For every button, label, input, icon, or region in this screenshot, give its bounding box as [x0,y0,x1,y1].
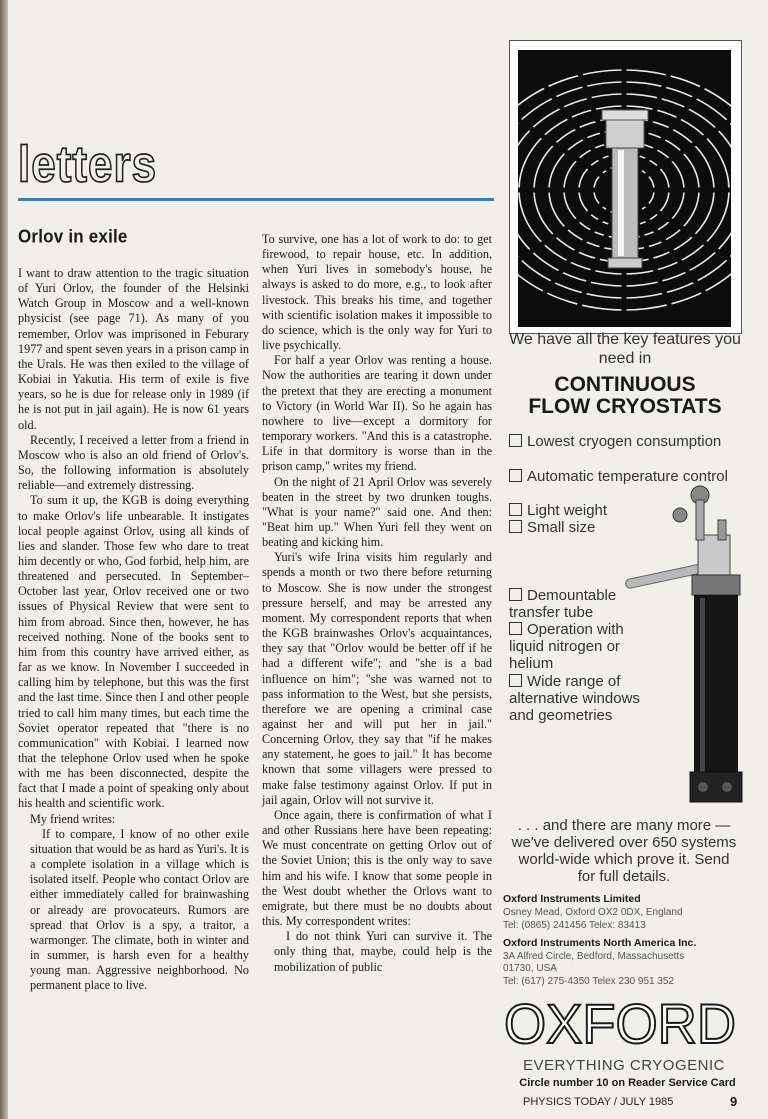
letter-column-2 [262,232,492,975]
company2-phone: Tel: (617) 275-4350 Telex 230 951 352 [503,976,675,987]
checkbox-icon [509,520,522,533]
feature-item: Small size [509,519,739,536]
feature-item: Automatic temperature control [509,468,739,485]
checkbox-icon [509,674,522,687]
oxford-logo-wordmark: OXFORD [504,993,736,1051]
letter-column-1 [18,226,249,994]
cryostat-product-photo [620,480,750,820]
company2-address: 01730, USA [503,963,557,974]
quoted-letter: I do not think Yuri can survive it. The only thing that, maybe, could help is the mobilization of public [274,929,492,974]
paragraph: My friend writes: [30,811,116,826]
paragraph: For half a year Orlov was renting a house. Now the authorities are tearing it down under the pretext that they are erecting a monument to Victory (in World War II). So he again has nowhere to live—except a dormitory for temporary workers. "And this is a catastrophe. Life in that dormitory is worse than in the prison camp," writes my friend. [262,353,492,474]
ad-headline: We have all the key features you need in [509,331,741,367]
section-masthead: letters [18,136,158,193]
feature-item: Lowest cryogen consumption [509,433,739,450]
feature-item: Demountable transfer tube [509,587,617,621]
letter-headline: Orlov in exile [18,226,128,247]
quoted-letter: If to compare, I know of no other exile situation that would be as hard as Yuri's. It is a complete isolation in a village which is isolated itself. People who contact Orlov are either immediately called for brainwashing or already are provocateurs. Rumors are spread that Orlov is a spy, a traitor, a warmonger. The climate, both in winter and in summer, is harsh even for a healthy young man. Aggressive neighborhood. No permanent place to live. [30,826,249,993]
company1-name: Oxford Instruments Limited [503,893,641,905]
paragraph: I want to draw attention to the tragic situation of Yuri Orlov, the founder of the Helsinki Watch Group in Moscow and a well-known physicist (see page 71). As many of you remember, Orlov was imprisoned in Feburary 1977 and spent seven years in a prison camp in the Urals. He was then exiled to the village of Kobiai in Yakutia. His term of exile is five years, so he is due for release only in 1989 (if he is not put in jail again). He is now 61 years old. [18,266,249,432]
ad-body-more: . . . and there are many more — we've delivered over 650 systems world-wide which prove it. Send for full details. [511,817,737,885]
reader-service-note: Circle number 10 on Reader Service Card [519,1077,736,1089]
masthead-rule [18,198,494,201]
company1-address: Osney Mead, Oxford OX2 0DX, England [503,907,683,918]
feature-item: Light weight [509,502,739,519]
checkbox-icon [509,588,522,601]
paragraph: On the night of 21 April Orlov was severely beaten in the street by two drunken toughs. "What is your name?" said one. And then: "Beat him up." When Yuri fell they went on beating and kicking him. [262,474,492,550]
company2-name: Oxford Instruments North America Inc. [503,937,697,949]
oxford-logo [500,993,740,1051]
page-spine-shadow [0,0,8,1119]
ad-title-line1: CONTINUOUS [554,373,696,396]
ad-title [500,374,750,418]
ad-photo-cryostat-rays [518,50,731,327]
feature-item: Wide range of alternative windows and geometries [509,673,640,724]
checkbox-icon [509,434,522,447]
paragraph: Yuri's wife Irina visits him regularly and spends a month or two there before returning to Moscow. She is now under the strongest pressure herself, and may be arrested any moment. My correspondent reports that when the KGB brainwashes Orlov's acquaintances, they say that "Orlov would be better off if he had a different wife"; and "she is a bad influence on him"; "she was warned not to pass information to the West, but she persists, therefore we are opening a criminal case against her and will put her in jail." Concerning Orlov, they say that "if he makes any statement, he goes to jail." It has become known that some villagers were pressed to make false testimony against Orlov. If put in jail again, Orlov will not survive it. [262,550,492,807]
checkbox-icon [509,503,522,516]
feature-item: Operation with liquid nitrogen or helium [509,621,624,672]
ad-tagline: EVERYTHING CRYOGENIC [523,1057,725,1074]
checkbox-icon [509,469,522,482]
oxford-instruments-advertisement [500,40,750,1089]
ad-title-line2: FLOW CRYOSTATS [528,395,722,418]
page-footer-journal: PHYSICS TODAY / JULY 1985 [523,1096,674,1108]
quoted-letter: To survive, one has a lot of work to do: to get firewood, to repair house, etc. In addition, when Yuri lives in somebody's house, he always is asked to do more, e.g., to look after livestock. This breaks his time, and together with scientific isolation makes it impossible to do science, which is the only way for Yuri to live psychically. [262,232,492,353]
paragraph: Once again, there is confirmation of what I and other Russians here have been repeating: We must concentrate on getting Orlov out of the Soviet Union; this is the only way to save him and his wife. I know that some people in the West doubt whether the Orlovs want to emigrate, but there must be no doubts about this. My correspondent writes: [262,807,492,929]
checkbox-icon [509,622,522,635]
company2-address: 3A Alfred Circle, Bedford, Massachusetts [503,951,685,962]
company1-phone: Tel: (0865) 241456 Telex: 83413 [503,920,646,931]
paragraph: Recently, I received a letter from a friend in Moscow who is also an old friend of Orlov's. So, the following information is absolutely reliable—and extremely distressing. [18,432,249,493]
paragraph: To sum it up, the KGB is doing everything to make Orlov's life unbearable. It instigates local people against Orlov, using all kinds of lies and slander. Those few who dare to treat him decently or who, God forbid, help him, are threatened and persecuted. In September–October last year, Orlov received one or two issues of Physical Review that were sent to him from abroad. Since then, however, he has received nothing. None of the books sent to him from this country have arrived either, as far as we know. In November I succeeded in calling him by telephone, but this was the first and the last time. Since then I and other people tried to call him many times, but each time the Soviet operator repeated that "there is no communication" with Kobiai. I learned now that the telephone Orlov used when he spoke with me has been disconnected, despite the fact that I made a point of speaking only about his health and scientific work. [18,493,249,811]
page-number: 9 [730,1094,738,1109]
